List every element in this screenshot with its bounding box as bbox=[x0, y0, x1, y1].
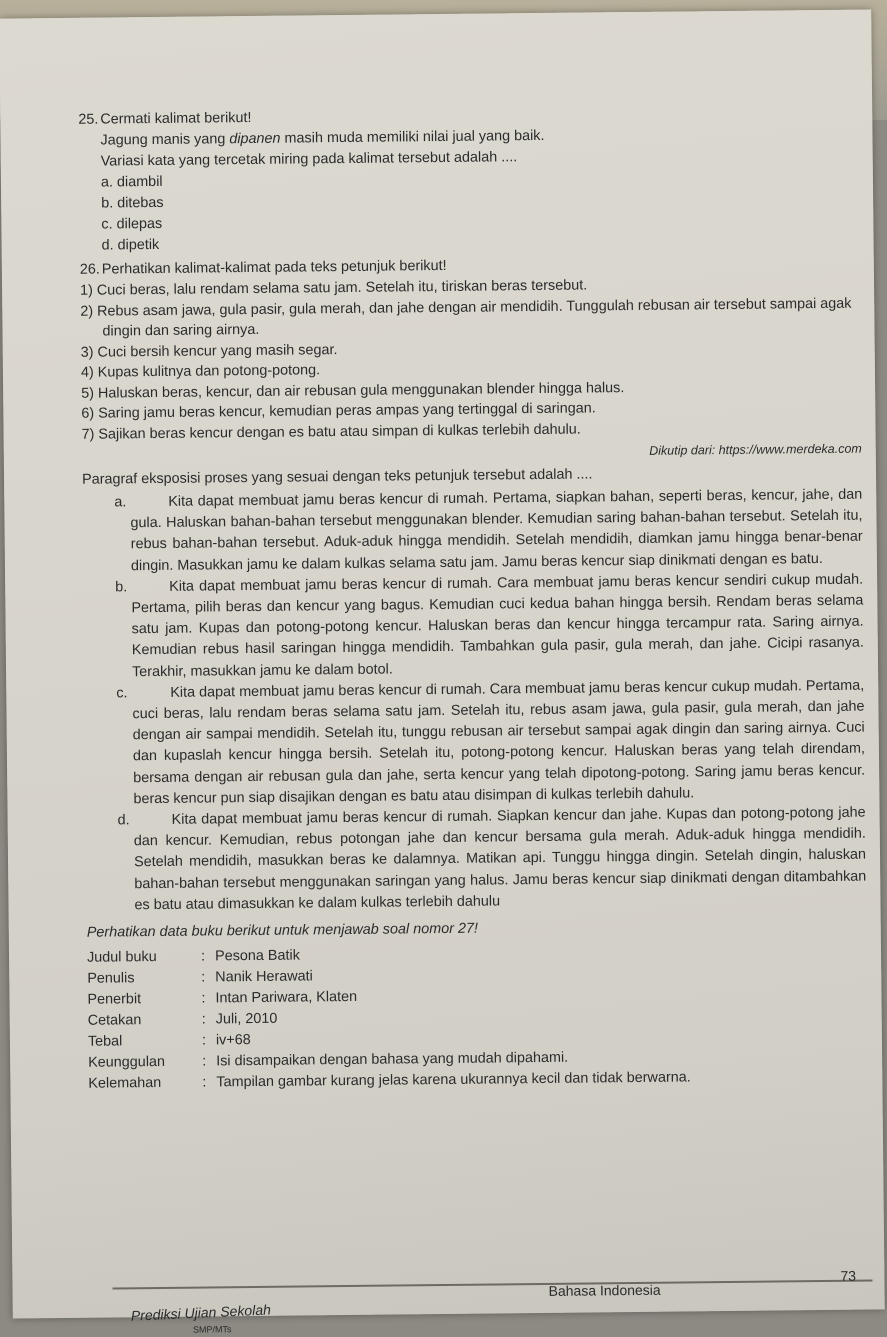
option-d[interactable] bbox=[86, 803, 867, 917]
option-c[interactable] bbox=[84, 675, 865, 810]
option-label: c. bbox=[116, 685, 128, 702]
option-text: Kita dapat membuat jamu beras kencur di rumah. Siapkan kencur dan jahe. Kupas dan potong-potong jahe dan kencur. Kemudian, rebus potongan jahe dan kencur bersama gula merah. Aduk-aduk hingga mendidih. Setelah mendidih, masukkan beras ke dalamnya. Matikan api. Tunggu hingga dingin. Setelah dingin, haluskan bahan-bahan tersebut menggunakan saringan yang halus. Jamu beras kencur siap dinikmati dengan ditambahkan es batu atau dimasukkan ke dalam kulkas terlebih dahulu bbox=[133, 804, 867, 914]
footer-divider bbox=[113, 1280, 873, 1290]
option-label: c. bbox=[101, 216, 113, 233]
option-label: d. bbox=[117, 812, 130, 829]
book-value: Juli, 2010 bbox=[215, 1010, 278, 1028]
question-number: 25. bbox=[78, 111, 99, 128]
book-data bbox=[87, 940, 868, 1095]
question-26 bbox=[80, 252, 867, 917]
book-key: Penulis bbox=[87, 970, 135, 987]
italic-word: dipanen bbox=[229, 130, 281, 148]
question-number: 26. bbox=[79, 261, 100, 278]
book-page bbox=[0, 9, 885, 1335]
sentence-part: masih muda memiliki nilai jual yang baik. bbox=[280, 127, 545, 147]
option-text: Kita dapat membuat jamu beras kencur di rumah. Pertama, siapkan bahan, seperti beras, kencur, jahe, dan gula. Haluskan bahan-bahan tersebut menggunakan blender. Kemudian saring bahan-bahan tersebut. Setelah itu, rebus bahan-bahan tersebut. Aduk-aduk hingga mendidih. Setelah mendidih, diamkan jamu hingga benar-benar dingin. Masukkan jamu ke dalam kulkas selama satu jam. Jamu beras kencur siap dinikmati dengan es batu. bbox=[130, 486, 863, 574]
footer-level: SMP/MTs bbox=[192, 1324, 232, 1335]
page-number: 73 bbox=[840, 1267, 857, 1284]
book-value: Pesona Batik bbox=[214, 947, 300, 965]
colon: : bbox=[201, 1011, 206, 1028]
question-heading-text: Cermati kalimat berikut! bbox=[100, 109, 252, 128]
book-key: Penerbit bbox=[87, 991, 142, 1008]
colon: : bbox=[202, 1074, 207, 1091]
book-key: Judul buku bbox=[86, 949, 157, 966]
book-value: Tampilan gambar kurang jelas karena ukurannya kecil dan tidak berwarna. bbox=[216, 1069, 691, 1091]
step-item: 5) Haluskan beras, kencur, dan air rebusan gula menggunakan blender hingga halus. bbox=[81, 379, 625, 402]
colon: : bbox=[200, 948, 206, 965]
question-25 bbox=[78, 102, 859, 257]
option-label: a. bbox=[114, 494, 127, 511]
option-label: b. bbox=[101, 195, 114, 212]
colon: : bbox=[201, 990, 206, 1007]
instruction-steps bbox=[80, 273, 862, 445]
step-item: 7) Sajikan beras kencur dengan es batu atau simpan di kulkas terlebih dahulu. bbox=[81, 421, 581, 443]
option-text: ditebas bbox=[117, 194, 164, 212]
step-item: 4) Kupas kulitnya dan potong-potong. bbox=[80, 362, 321, 381]
step-item: 3) Cuci bersih kencur yang masih segar. bbox=[80, 341, 338, 361]
step-item: 6) Saring jamu beras kencur, kemudian peras ampas yang tertinggal di saringan. bbox=[81, 400, 596, 422]
book-key: Tebal bbox=[87, 1033, 123, 1050]
option-text: diambil bbox=[116, 173, 163, 191]
question-27-instruction: Perhatikan data buku berikut untuk menjawab soal nomor 27! bbox=[86, 920, 479, 941]
colon: : bbox=[201, 969, 206, 986]
book-key: Kelemahan bbox=[88, 1075, 162, 1092]
question-25-options bbox=[101, 165, 860, 257]
option-text: Kita dapat membuat jamu beras kencur di rumah. Cara membuat jamu beras kencur sendiri cukup mudah. Pertama, pilih beras dan kencur yang bagus. Kemudian cuci kedua bahan hingga bersih. Rendam beras selama satu jam. Kupas dan potong-potong kencur. Haluskan beras dan kencur hingga tercampur rata. Saring airnya. Kemudian rebus hasil saringan hingga mendidih. Tambahkan gula pasir, gula merah, dan jahe. Cicipi rasanya. Terakhir, masukkan jamu ke dalam botol. bbox=[131, 571, 864, 680]
question-heading-text: Perhatikan kalimat-kalimat pada teks petunjuk berikut! bbox=[101, 257, 447, 278]
book-value: iv+68 bbox=[215, 1032, 251, 1049]
footer-subject: Bahasa Indonesia bbox=[548, 1281, 661, 1299]
step-item: 2) Rebus asam jawa, gula pasir, gula merah, dan jahe dengan air mendidih. Tunggulah rebusan air tersebut sampai agak dingin dan saring airnya. bbox=[80, 295, 852, 340]
book-value: Intan Pariwara, Klaten bbox=[215, 988, 358, 1007]
step-item: 1) Cuci beras, lalu rendam selama satu jam. Setelah itu, tiriskan beras tersebut. bbox=[79, 277, 588, 299]
book-key: Keunggulan bbox=[88, 1053, 166, 1071]
colon: : bbox=[201, 1032, 207, 1049]
option-label: a. bbox=[100, 174, 114, 191]
book-key: Cetakan bbox=[87, 1012, 142, 1029]
footer-series-title: Prediksi Ujian Sekolah bbox=[130, 1301, 272, 1324]
book-value: Isi disampaikan dengan bahasa yang mudah dipahami. bbox=[216, 1049, 569, 1070]
colon: : bbox=[202, 1053, 207, 1070]
option-text: dipetik bbox=[117, 236, 160, 254]
source-citation: Dikutip dari: https://www.merdeka.com bbox=[649, 441, 862, 458]
sentence-part: Jagung manis yang bbox=[100, 131, 230, 149]
question-25-body bbox=[78, 123, 859, 257]
page-content bbox=[78, 102, 868, 1095]
question-25-prompt: Variasi kata yang tercetak miring pada kalimat tersebut adalah .... bbox=[100, 149, 518, 170]
option-text: Kita dapat membuat jamu beras kencur di rumah. Cara membuat jamu beras kencur cukup mudah. Pertama, cuci beras, lalu rendam beras selama satu jam. Setelah itu, rebus asam jawa, gula pasir, gula merah, dan jahe dengan air sampai mendidih. Setelah itu, tunggu rebusan air tersebut sampai agak dingin dan saring airnya. Cuci dan kupaslah kencur hingga bersih. Setelah itu, potong-potong kencur. Haluskan beras yang telah direndam, bersama dengan air rebusan gula dan jahe, serta kencur yang telah dipotong-potong. Saring jamu beras kencur. beras kencur pun siap disajikan dengan es batu atau disimpan di kulkas terlebih dahulu. bbox=[132, 677, 866, 808]
option-label: d. bbox=[101, 237, 114, 254]
question-26-prompt: Paragraf eksposisi proses yang sesuai dengan teks petunjuk tersebut adalah .... bbox=[81, 466, 593, 488]
option-a[interactable] bbox=[82, 485, 863, 578]
book-value: Nanik Herawati bbox=[215, 968, 313, 986]
option-label: b. bbox=[115, 579, 128, 596]
option-text: dilepas bbox=[116, 215, 163, 233]
option-b[interactable] bbox=[83, 569, 864, 683]
